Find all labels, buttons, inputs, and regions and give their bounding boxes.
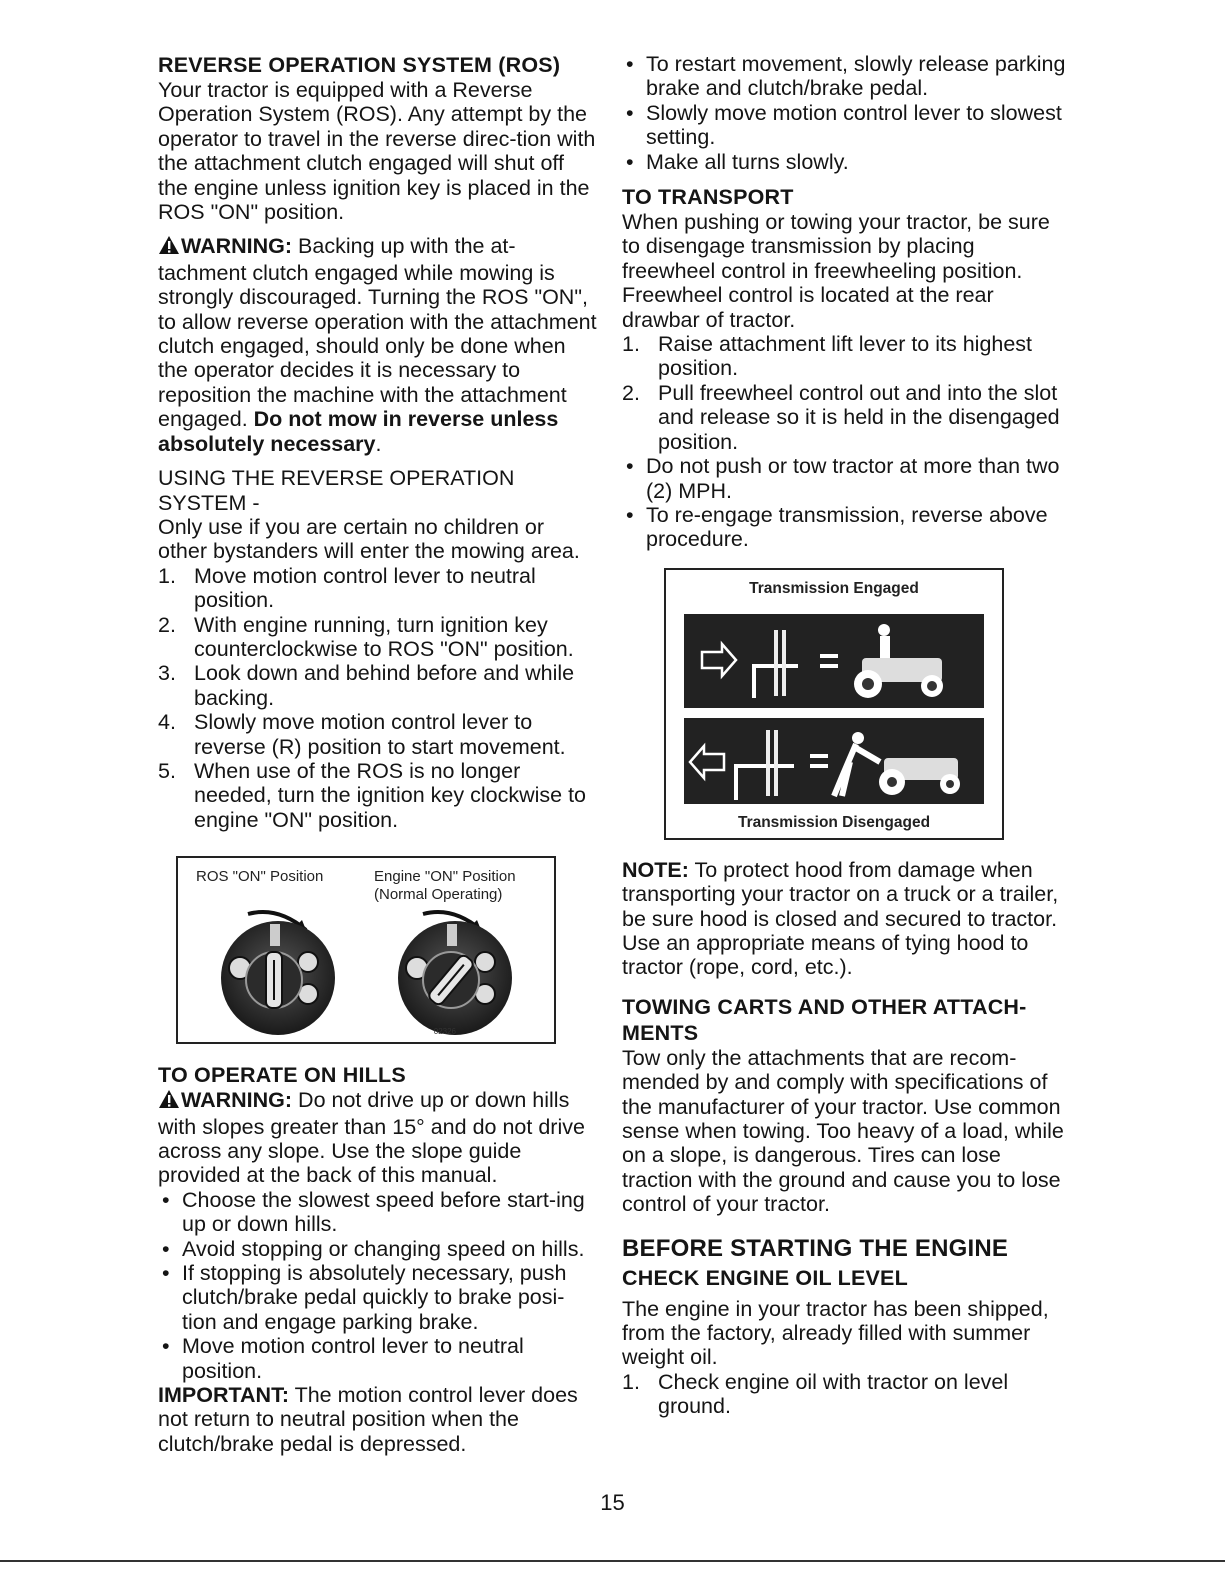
using-ros-heading: USING THE REVERSE OPERATION SYSTEM - (158, 466, 515, 515)
using-ros-intro: Only use if you are certain no children or other bystanders will enter the mowing area. (158, 514, 580, 564)
transport-bullet-list (622, 454, 1067, 552)
transmission-engaged-label: Transmission Engaged (749, 579, 919, 597)
check-oil-heading: CHECK ENGINE OIL LEVEL (622, 1265, 908, 1290)
warning-triangle-icon (158, 235, 180, 260)
oil-text: The engine in your tractor has been shipped, from the factory, already filled with summer weight oil. (622, 1296, 1049, 1370)
list-item: 1. Raise attachment lift lever to its highest position. (622, 332, 1033, 381)
ros-steps-list (158, 564, 598, 832)
list-item: 4. Slowly move motion control lever to reverse (R) position to start movement. (158, 710, 566, 759)
restart-bullet-list (622, 52, 1067, 174)
hills-heading: TO OPERATE ON HILLS (158, 1063, 406, 1088)
warning-triangle-icon (158, 1089, 180, 1114)
list-item: 2. Pull freewheel control out and into the slot and release so it is held in the disengaged position. (622, 380, 1060, 454)
hills-bullet-list (158, 1188, 598, 1383)
list-item: • Do not push or tow tractor at more than two (2) MPH. (626, 454, 1060, 503)
page-number: 15 (600, 1490, 625, 1515)
right-column (622, 52, 1067, 1419)
transport-heading: TO TRANSPORT (622, 185, 794, 210)
warning-label: WARNING: (181, 234, 293, 259)
list-item: • If stopping is absolutely necessary, push clutch/brake pedal quickly to brake posi-tion and engage parking brake. (162, 1261, 567, 1334)
important-label: IMPORTANT: (158, 1383, 289, 1408)
transport-intro: When pushing or towing your tractor, be sure to disengage transmission by placing freewheel control in freewheeling position. Freewheel control is located at the rear drawbar of tractor. (622, 210, 1050, 332)
warning-text: Do not drive up or down hills with slopes greater than 15° and do not drive across any slope. Use the slope guide provided at the back of this manual. (158, 1088, 585, 1188)
towing-text: Tow only the attachments that are recom-mended by and comply with specifications of the manufacturer of your tractor. Use common sense when towing. Too heavy of a load, while on a slope, is dangerous. Tires can lose traction with the ground and cause you to lose control of your tractor. (622, 1045, 1064, 1217)
towing-heading: TOWING CARTS AND OTHER ATTACH-MENTS (622, 994, 1027, 1045)
list-item: • To restart movement, slowly release parking brake and clutch/brake pedal. (626, 52, 1066, 101)
ignition-switch-illustration (178, 858, 554, 1042)
list-item: 5. When use of the ROS is no longer needed, turn the ignition key clockwise to engine "ON" position. (158, 758, 587, 832)
transmission-figure (664, 568, 1004, 840)
warning-text: Backing up with the at-tachment clutch engaged while mowing is strongly discouraged. Turning the ROS "ON", to allow reverse operation with the attachment clutch engaged, should only be done when the operator decides it is necessary to reposition the machine with the attachment engaged. (158, 234, 597, 432)
list-item: • To re-engage transmission, reverse above procedure. (626, 502, 1048, 552)
list-item: • Move motion control lever to neutral position. (162, 1334, 524, 1383)
list-item: 1. Move motion control lever to neutral position. (158, 563, 536, 613)
list-item: 1. Check engine oil with tractor on level ground. (622, 1369, 1009, 1419)
before-starting-heading: BEFORE STARTING THE ENGINE (622, 1234, 1009, 1262)
list-item: 2. With engine running, turn ignition key counterclockwise to ROS "ON" position. (158, 612, 574, 661)
transmission-disengaged-label: Transmission Disengaged (737, 813, 931, 831)
ros-heading: REVERSE OPERATION SYSTEM (ROS) (158, 53, 561, 77)
list-item: • Avoid stopping or changing speed on hills. (162, 1236, 585, 1261)
list-item: • Slowly move motion control lever to slowest setting. (626, 100, 1062, 150)
list-item: • Choose the slowest speed before start-ing up or down hills. (162, 1187, 585, 1237)
left-column (158, 52, 598, 1456)
note-label: NOTE: (622, 857, 689, 882)
ros-on-label: ROS "ON" Position (196, 868, 324, 886)
transmission-illustration (666, 570, 1002, 838)
normal-operating-label: (Normal Operating) (374, 886, 503, 904)
transport-steps-list (622, 332, 1067, 454)
note-paragraph: NOTE: To protect hood from damage when transporting your tractor on a truck or a trailer, be sure hood is closed and secured to tractor. Use an appropriate means of tying hood to tractor (rope, cord, etc.). (622, 857, 1059, 980)
ros-intro: Your tractor is equipped with a Reverse Operation System (ROS). Any attempt by the operator to travel in the reverse direc-tion with the attachment clutch engaged will shut off the engine unless ignition key is placed in the ROS "ON" position. (158, 78, 596, 225)
important-paragraph: IMPORTANT: The motion control lever does not return to neutral position when the clutch/brake pedal is depressed. (158, 1383, 578, 1456)
warning-ros-paragraph: WARNING: Backing up with the at-tachment clutch engaged while mowing is strongly discouraged. Turning the ROS "ON", to allow reverse operation with the attachment clutch engaged, should only be done when the operator decides it is necessary to reposition the machine with the attachment engaged. Do not mow in reverse unless absolutely necessary. (158, 234, 597, 456)
warning-hills-paragraph (158, 1088, 598, 1188)
engine-on-label: Engine "ON" Position (374, 868, 516, 886)
list-item: 3. Look down and behind before and while backing. (158, 661, 575, 710)
bottom-divider (0, 1560, 1225, 1562)
ignition-key-figure (176, 856, 556, 1044)
warning-label: WARNING: (181, 1088, 293, 1113)
figure-code: 02326 (433, 1027, 456, 1037)
warning-emphasis: Do not mow in reverse unless absolutely necessary (158, 407, 559, 456)
oil-steps-list (622, 1370, 1067, 1419)
list-item: • Make all turns slowly. (626, 149, 849, 174)
